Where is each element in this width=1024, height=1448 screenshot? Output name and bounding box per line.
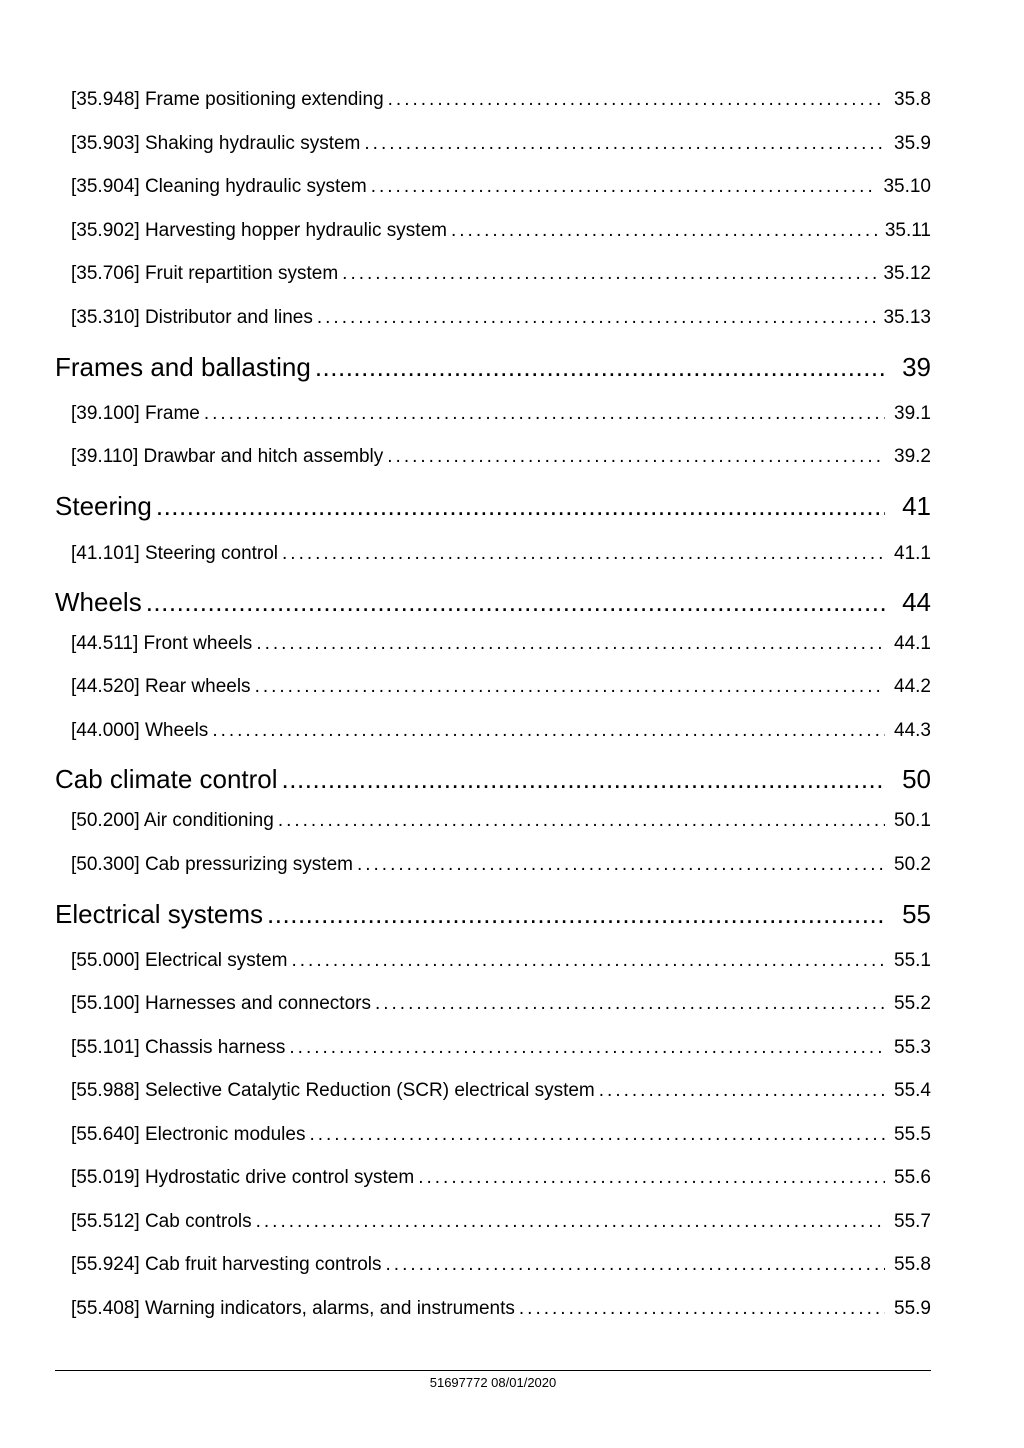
toc-chapter-page: 41: [902, 491, 931, 521]
toc-entry-page: 50.1: [894, 810, 931, 831]
dot-leader: [291, 950, 885, 972]
toc-entry-page: 35.9: [894, 133, 931, 154]
toc-entry-page: 41.1: [894, 543, 931, 564]
toc-entry[interactable]: [71, 810, 931, 832]
toc-chapter-title: Wheels: [55, 587, 142, 617]
toc-entry-page: 35.11: [884, 220, 931, 241]
toc-entry[interactable]: [71, 950, 931, 972]
toc-entry-title: [39.100] Frame: [71, 403, 200, 424]
toc-entry-page: 55.7: [894, 1211, 931, 1232]
toc-entry-title: [55.924] Cab fruit harvesting controls: [71, 1254, 382, 1275]
toc-entry-title: [35.948] Frame positioning extending: [71, 89, 384, 110]
toc-entry-title: [55.019] Hydrostatic drive control system: [71, 1167, 415, 1188]
dot-leader: [289, 1037, 885, 1059]
toc-entry-title: [44.000] Wheels: [71, 720, 209, 741]
dot-leader: [256, 1211, 885, 1233]
toc-entry-title: [50.200] Air conditioning: [71, 810, 274, 831]
toc-chapter-page: 44: [902, 587, 931, 617]
toc-entry-title: [35.903] Shaking hydraulic system: [71, 133, 361, 154]
toc-entry[interactable]: [71, 1037, 931, 1059]
toc-entry[interactable]: [71, 446, 931, 468]
toc-entry[interactable]: [71, 403, 931, 425]
dot-leader: [212, 720, 885, 742]
toc-entry[interactable]: [71, 1211, 931, 1233]
toc-entry[interactable]: [71, 1254, 931, 1276]
toc-entry-title: [55.408] Warning indicators, alarms, and instruments: [71, 1298, 515, 1319]
dot-leader: [388, 89, 885, 111]
toc-entry-page: 39.2: [894, 446, 931, 467]
dot-leader: [371, 176, 878, 198]
toc-entry-title: [35.902] Harvesting hopper hydraulic system: [71, 220, 447, 241]
toc-entry-title: [55.000] Electrical system: [71, 950, 288, 971]
toc-entry[interactable]: [71, 854, 931, 876]
toc-chapter[interactable]: [55, 587, 931, 618]
dot-leader: [342, 263, 877, 285]
dot-leader: [278, 810, 885, 832]
toc-chapter-title: Steering: [55, 491, 152, 521]
dot-leader: [364, 133, 885, 155]
toc-entry[interactable]: [71, 676, 931, 698]
toc-entry-title: [41.101] Steering control: [71, 543, 279, 564]
toc-chapter-page: 50: [902, 764, 931, 794]
footer-document-id: 51697772 08/01/2020: [429, 1375, 557, 1390]
toc-entry[interactable]: [71, 307, 931, 329]
toc-entry-page: 35.8: [894, 89, 931, 110]
toc-entry-title: [44.520] Rear wheels: [71, 676, 251, 697]
toc-entry-page: 55.6: [894, 1167, 931, 1188]
toc-chapter-page: 55: [902, 899, 931, 929]
toc-entry-title: [35.904] Cleaning hydraulic system: [71, 176, 367, 197]
toc-entry-title: [55.640] Electronic modules: [71, 1124, 306, 1145]
toc-entry-page: 35.12: [883, 263, 931, 284]
toc-entry[interactable]: [71, 993, 931, 1015]
toc-chapter[interactable]: [55, 764, 931, 795]
dot-leader: [267, 899, 885, 930]
toc-entry[interactable]: [71, 89, 931, 111]
dot-leader: [146, 587, 885, 618]
toc-entry-title: [55.100] Harnesses and connectors: [71, 993, 371, 1014]
toc-entry[interactable]: [71, 1124, 931, 1146]
toc-entry[interactable]: [71, 133, 931, 155]
toc-entry-title: [44.511] Front wheels: [71, 633, 253, 654]
dot-leader: [315, 352, 885, 383]
dot-leader: [599, 1080, 885, 1102]
toc-entry-page: 35.10: [883, 176, 931, 197]
toc-entry[interactable]: [71, 176, 931, 198]
dot-leader: [317, 307, 878, 329]
dot-leader: [387, 446, 885, 468]
toc-entry-title: [50.300] Cab pressurizing system: [71, 854, 353, 875]
toc-entry-page: 55.5: [894, 1124, 931, 1145]
toc-entry-page: 44.3: [894, 720, 931, 741]
dot-leader: [282, 543, 885, 565]
toc-entry-title: [55.512] Cab controls: [71, 1211, 252, 1232]
toc-chapter-title: Frames and ballasting: [55, 352, 311, 382]
toc-entry-title: [55.101] Chassis harness: [71, 1037, 286, 1058]
toc-chapter-title: Electrical systems: [55, 899, 264, 929]
dot-leader: [204, 403, 885, 425]
dot-leader: [282, 764, 885, 795]
toc-entry-page: 55.2: [894, 993, 931, 1014]
toc-entry-title: [35.310] Distributor and lines: [71, 307, 313, 328]
toc-entry[interactable]: [71, 1080, 931, 1102]
dot-leader: [255, 676, 885, 698]
toc-entry-page: 55.4: [894, 1080, 931, 1101]
toc-entry[interactable]: [71, 543, 931, 565]
dot-leader: [156, 491, 885, 522]
toc-entry-page: 50.2: [894, 854, 931, 875]
toc-entry-page: 55.8: [894, 1254, 931, 1275]
toc-chapter[interactable]: [55, 352, 931, 383]
toc-chapter-title: Cab climate control: [55, 764, 278, 794]
toc-entry-page: 44.2: [894, 676, 931, 697]
dot-leader: [386, 1254, 885, 1276]
toc-entry[interactable]: [71, 633, 931, 655]
dot-leader: [256, 633, 885, 655]
toc-entry-title: [55.988] Selective Catalytic Reduction (SCR) electrical system: [71, 1080, 595, 1101]
dot-leader: [375, 993, 885, 1015]
dot-leader: [309, 1124, 885, 1146]
toc-entry-page: 55.9: [894, 1298, 931, 1319]
toc-entry-title: [39.110] Drawbar and hitch assembly: [71, 446, 384, 467]
dot-leader: [357, 854, 885, 876]
toc-entry-page: 55.1: [894, 950, 931, 971]
toc-entry-page: 35.13: [883, 307, 931, 328]
toc-entry-page: 44.1: [894, 633, 931, 654]
toc-entry-title: [35.706] Fruit repartition system: [71, 263, 339, 284]
toc-entry[interactable]: [71, 263, 931, 285]
toc-entry[interactable]: [71, 220, 931, 242]
toc-chapter[interactable]: [55, 899, 931, 930]
toc-entry-page: 55.3: [894, 1037, 931, 1058]
dot-leader: [519, 1298, 885, 1320]
toc-entry[interactable]: [71, 1298, 931, 1320]
footer-divider: [55, 1370, 931, 1371]
toc-entry[interactable]: [71, 1167, 931, 1189]
toc-entry[interactable]: [71, 720, 931, 742]
toc-entry-page: 39.1: [894, 403, 931, 424]
toc-chapter[interactable]: [55, 491, 931, 522]
dot-leader: [418, 1167, 885, 1189]
toc-chapter-page: 39: [902, 352, 931, 382]
dot-leader: [451, 220, 879, 242]
